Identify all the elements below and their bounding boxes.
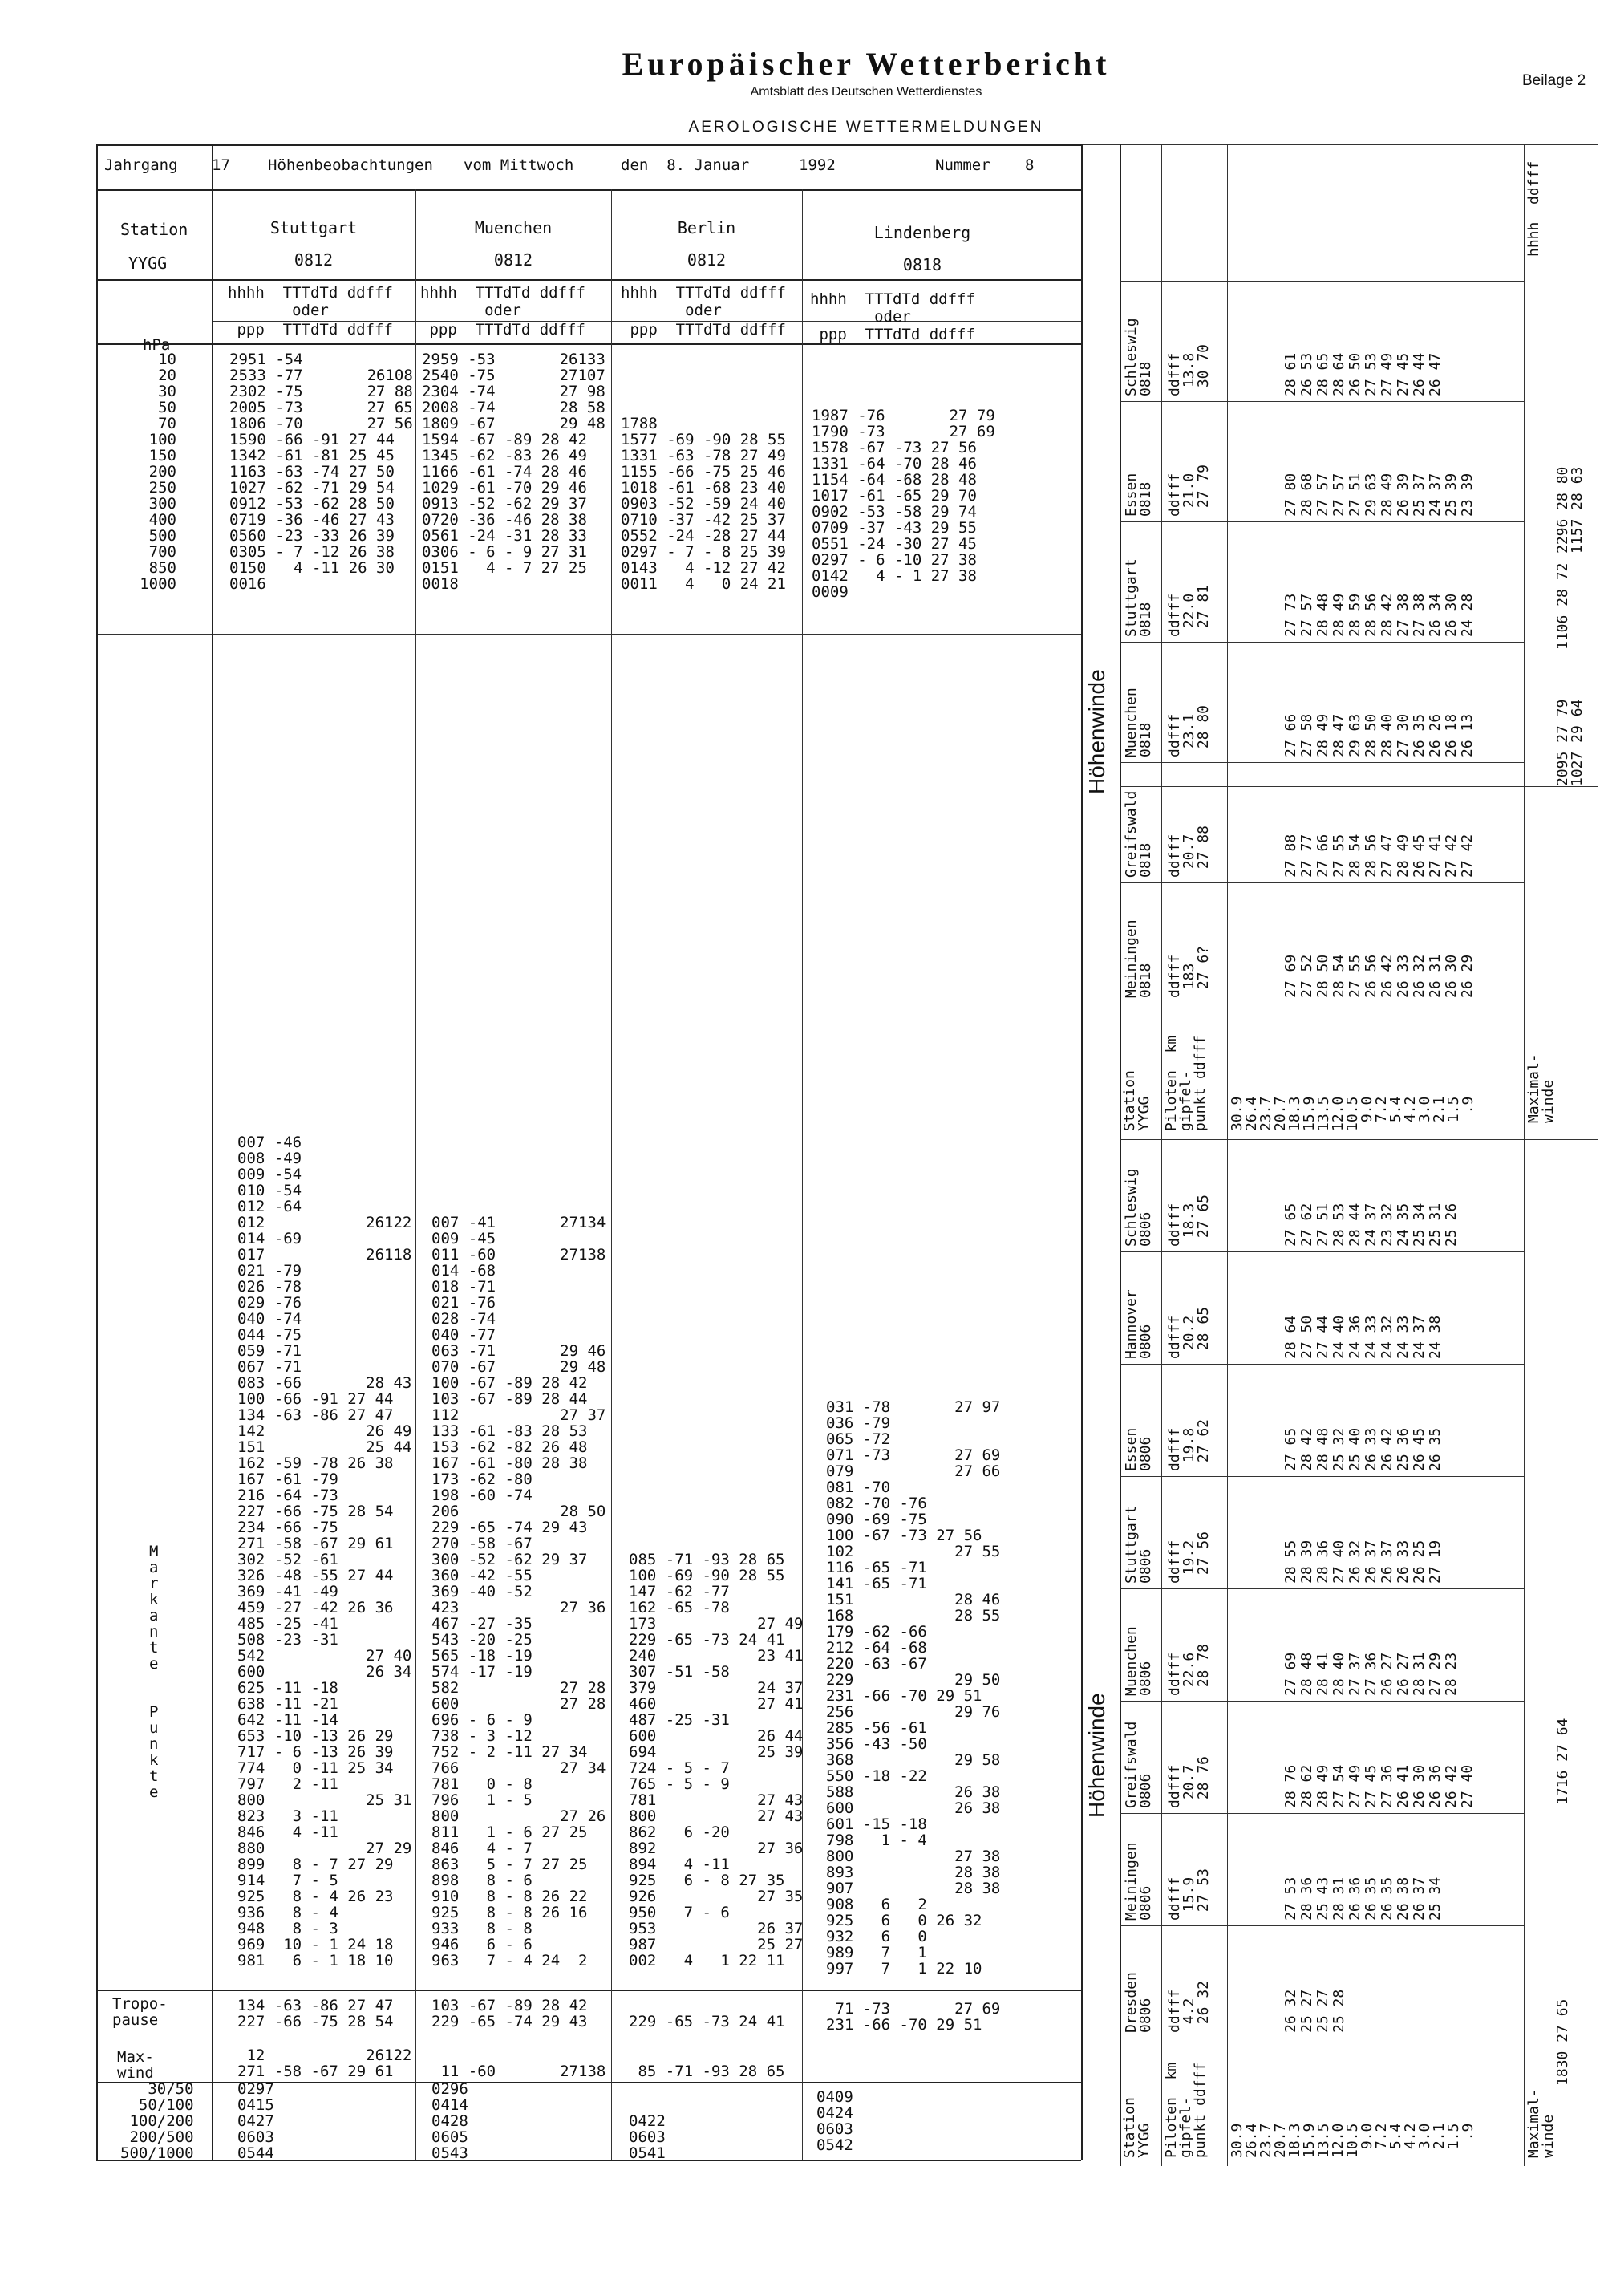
top-station-winds: 27 66 27 58 28 49 28 47 29 63 28 50 28 40 27 30 26 35 26 26 26 18 26 13	[1282, 713, 1476, 757]
supplement-label: Beilage 2	[1522, 72, 1586, 89]
bottom-station-ddfff: ddfff 20.7 28 76	[1166, 1755, 1212, 1808]
bottom-station-winds: 28 76 28 62 28 49 27 54 27 49 27 45 27 36 26 41 26 30 26 36 26 42 27 40	[1282, 1764, 1476, 1808]
station-name-berlin: Berlin	[677, 218, 736, 237]
top-station-name: Greifswald 0818	[1123, 790, 1154, 878]
maxwind-label: Max- wind	[117, 2048, 154, 2082]
bottom-station-name: Greifswald 0806	[1123, 1721, 1154, 1808]
shear-layers-label: 30/50 50/100 100/200 200/500 500/1000	[120, 2080, 194, 2162]
bottom-row-divider	[1120, 1251, 1524, 1252]
lindenberg-shear: 0409 0424 0603 0542	[816, 2088, 853, 2154]
top-station-name: Meiningen 0818	[1123, 919, 1154, 998]
bottom-piloten-km: 30.9 26.4 23.7 20.7 18.3 15.9 13.5 12.0 10.5 9.0 7.2 5.4 4.2 3.0 2.1 1.5 .9	[1229, 2123, 1476, 2158]
stuttgart-maxwind: 12 26122 271 -58 -67 29 61	[237, 2047, 412, 2080]
top-hhhh-label: hhhh ddfff	[1525, 160, 1542, 257]
top-station-ddfff: ddfff 13.8 30 70	[1166, 343, 1212, 396]
muenchen-tropopause: 103 -67 -89 28 42 229 -65 -74 29 43	[431, 1997, 588, 2030]
top-station-name: Essen 0818	[1123, 473, 1154, 517]
bottom-station-ddfff: ddfff 20.2 28 65	[1166, 1306, 1212, 1359]
bottom-station-name: Dresden 0806	[1123, 1972, 1154, 2033]
bottom-row-divider	[1120, 1364, 1524, 1365]
top-station-ddfff: ddfff 20.7 27 88	[1166, 825, 1212, 878]
berlin-standard-levels: 1788 1577 -69 -90 28 55 1331 -63 -78 27 49 1155 -66 -75 25 46 1018 -61 -68 23 40 0903 -52 -59 24 40 0710 -37 -42 25 37 0552 -24 -28 27 44 0297 - 7 - 8 25 39 0143 4 -12 27 42 0011 4 0 24 21	[621, 415, 786, 593]
top-row-divider	[1120, 521, 1524, 522]
bottom-maxwind-schleswig: 1830 27 65	[1554, 1998, 1571, 2086]
bottom-station-ddfff: ddfff 22.6 28 78	[1166, 1643, 1212, 1696]
bottom-piloten-label: Piloten km gipfel- punkt ddfff	[1163, 2062, 1209, 2158]
colhead-berlin-3: ppp TTTdTd ddfff	[621, 321, 786, 339]
hoehenwinde-label-bottom: Höhenwinde	[1084, 1693, 1109, 1818]
top-maxwind-stuttgart: 1106 28 72	[1554, 562, 1571, 650]
top-piloten-label: Piloten km gipfel- punkt ddfff	[1163, 1035, 1209, 1131]
bottom-row-divider	[1120, 1701, 1524, 1702]
colhead-muenchen-2: oder	[420, 302, 521, 319]
bottom-station-winds: 28 55 28 39 28 36 27 40 26 32 26 37 26 37 26 33 26 25 27 19	[1282, 1539, 1444, 1584]
muenchen-maxwind: 11 -60 27138	[440, 2063, 606, 2080]
muenchen-shear: 0296 0414 0428 0605 0543	[431, 2080, 468, 2162]
lindenberg-tropopause: 71 -73 27 69 231 -66 -70 29 51	[826, 2000, 1001, 2034]
stuttgart-tropopause: 134 -63 -86 27 47 227 -66 -75 28 54	[237, 1997, 394, 2030]
muenchen-significant-levels: 007 -41 27134 009 -45 011 -60 27138 014 -68 018 -71 021 -76 028 -74 040 -77 063 -71 29 46 070 -67 29 48 100 -67 -89 28 42 103 -67 -89 28 44 112 27 37 133 -61 -83 28 53 153 -62 -82 26 48 167 -61 -80 28 38 173 -62 -80 198 -60 -74 206 28 50 229 -65 -74 29 43 270 -58 -67 300 -52 -62 29 37 360 -42 -55 369 -40 -52 423 27 36 467 -27 -35 543 -20 -25 565 -18 -19 574 -17 -19 582 27 28 600 27 28 696 - 6 - 9 738 - 3 -12 752 - 2 -11 27 34 766 27 34 781 0 - 8 796 1 - 5 800 27 26 811 1 - 6 27 25 846 4 - 7 863 5 - 7 27 25 898 8 - 6 910 8 - 8 26 22 925 8 - 8 26 16 933 8 - 8 946 6 - 6 963 7 - 4 24 2	[431, 1214, 606, 1969]
top-station-winds: 27 80 28 68 27 57 27 57 27 51 29 63 28 49 26 39 25 37 24 37 25 39 23 39	[1282, 473, 1476, 517]
table-top-line	[96, 144, 1081, 146]
top-row-divider	[1120, 882, 1524, 883]
jahrgang-value: 17	[212, 156, 230, 174]
section-heading: AEROLOGISCHE WETTERMELDUNGEN	[688, 119, 1044, 136]
nummer-value: 8	[1025, 156, 1035, 174]
berlin-significant-levels: 085 -71 -93 28 65 100 -69 -90 28 55 147 -62 -77 162 -65 -78 173 27 49 229 -65 -73 24 41 240 23 41 307 -51 -58 379 24 37 460 27 41 487 -25 -31 600 26 44 694 25 39 724 - 5 - 7 765 - 5 - 9 781 27 43 800 27 43 862 6 -20 892 27 36 894 4 -11 925 6 - 8 27 35 926 27 35 950 7 - 6 953 26 37 987 25 27 002 4 1 22 11	[629, 1551, 804, 1969]
top-station-name: Stuttgart 0818	[1123, 558, 1154, 637]
report-date: den 8. Januar	[621, 156, 750, 174]
bottom-station-ddfff: ddfff 4.2 26 32	[1166, 1980, 1212, 2033]
bottom-station-name: Meiningen 0806	[1123, 1842, 1154, 1921]
table-left-line	[96, 144, 98, 2160]
colhead-muenchen-3: ppp TTTdTd ddfff	[420, 321, 585, 339]
station-time-lindenberg: 0818	[902, 255, 942, 274]
colhead-lindenberg-1: hhhh TTTdTd ddfff	[810, 290, 975, 308]
top-row-divider	[1120, 642, 1524, 643]
top-station-winds: 27 88 27 77 27 66 27 55 28 54 28 56 27 47 28 49 26 45 27 41 27 42 27 42	[1282, 834, 1476, 878]
colhead-stuttgart-1: hhhh TTTdTd ddfff	[228, 284, 393, 302]
top-station-name: Schleswig 0818	[1123, 318, 1154, 396]
bottom-station-winds: 26 32 25 27 25 27 25 28	[1282, 1989, 1347, 2033]
bottom-station-ddfff: ddfff 18.3 27 65	[1166, 1194, 1212, 1247]
colhead-berlin-1: hhhh TTTdTd ddfff	[621, 284, 786, 302]
hoehenwinde-label-top: Höhenwinde	[1084, 669, 1109, 794]
colhead-stuttgart-3: ppp TTTdTd ddfff	[228, 321, 393, 339]
berlin-tropopause: 229 -65 -73 24 41	[629, 2013, 785, 2030]
top-station-winds: 28 61 26 53 28 65 28 64 26 50 27 53 27 49 27 45 26 44 26 47	[1282, 352, 1444, 396]
bottom-station-winds: 27 65 27 62 27 51 28 53 28 44 24 37 23 32 24 35 25 34 25 31 25 26	[1282, 1203, 1460, 1247]
colhead-berlin-2: oder	[621, 302, 722, 319]
top-piloten-km: 30.9 26.4 23.7 20.7 18.3 15.9 13.5 12.0 10.5 9.0 7.2 5.4 4.2 3.0 2.1 1.5 .9	[1229, 1096, 1476, 1131]
bottom-station-ddfff: ddfff 19.8 27 62	[1166, 1418, 1212, 1471]
bottom-station-name: Stuttgart 0806	[1123, 1505, 1154, 1584]
top-station-winds: 27 73 27 57 28 48 28 49 28 59 28 56 28 42 27 38 27 38 26 34 26 30 24 28	[1282, 593, 1476, 637]
hpa-label: hPa	[143, 336, 171, 354]
colhead-lindenberg-2: oder	[810, 308, 911, 326]
yygg-label: YYGG	[128, 254, 168, 273]
observation-label: Höhenbeobachtungen	[268, 156, 433, 174]
jahrgang-label: Jahrgang	[104, 156, 178, 174]
top-maxwind-muenchen: 2296 28 80 1157 28 63	[1554, 466, 1586, 554]
top-row-divider	[1120, 762, 1524, 763]
stuttgart-standard-levels: 2951 -54 2533 -77 26108 2302 -75 27 88 2005 -73 27 65 1806 -70 27 56 1590 -66 -91 27 44 1342 -61 -81 25 45 1163 -63 -74 27 50 1027 -62 -71 29 54 0912 -53 -62 28 50 0719 -36 -46 27 43 0560 -23 -33 26 39 0305 - 7 -12 26 38 0150 4 -11 26 30 0016	[229, 351, 413, 593]
report-title: Europäischer Wetterbericht	[622, 46, 1111, 82]
bottom-station-winds: 28 64 27 50 27 44 24 40 24 36 24 33 24 32 24 33 24 37 24 38	[1282, 1315, 1444, 1359]
bottom-station-winds: 27 53 28 36 25 43 28 31 26 36 26 35 26 35 26 38 26 37 25 34	[1282, 1876, 1444, 1921]
top-station-winds: 27 69 27 52 28 50 28 54 27 55 26 56 26 42 26 33 26 32 26 31 26 30 26 29	[1282, 954, 1476, 998]
top-station-ddfff: ddfff 22.0 27 81	[1166, 584, 1212, 637]
markante-punkte-label: M a r k a n t e P u n k t e	[149, 1543, 159, 1801]
muenchen-standard-levels: 2959 -53 26133 2540 -75 27107 2304 -74 27 98 2008 -74 28 58 1809 -67 29 48 1594 -67 -89 28 42 1345 -62 -83 26 49 1166 -61 -74 28 46 1029 -61 -70 29 46 0913 -52 -62 29 37 0720 -36 -46 28 38 0561 -24 -31 28 33 0306 - 6 - 9 27 31 0151 4 - 7 27 25 0018	[422, 351, 606, 593]
bottom-maximal-winde-label: Maximal- winde	[1525, 2088, 1557, 2158]
report-year: 1992	[799, 156, 836, 174]
report-subtitle: Amtsblatt des Deutschen Wetterdienstes	[750, 85, 982, 99]
tropopause-label: Tropo- pause	[112, 1995, 168, 2029]
station-name-stuttgart: Stuttgart	[269, 218, 358, 237]
top-station-ddfff: ddfff 21.0 27 79	[1166, 464, 1212, 517]
top-station-ddfff: ddfff 23.1 28 80	[1166, 704, 1212, 757]
colhead-muenchen-1: hhhh TTTdTd ddfff	[420, 284, 585, 302]
station-time-berlin: 0812	[687, 250, 727, 270]
bottom-row-divider	[1120, 1476, 1524, 1477]
bottom-row-divider	[1120, 1588, 1524, 1589]
top-station-ddfff: ddfff 183 27 6?	[1166, 945, 1212, 998]
bottom-station-yygg-label: Station YYGG	[1121, 2097, 1152, 2158]
bottom-station-winds: 27 69 28 48 28 41 28 40 27 37 27 36 26 27 26 27 28 31 27 29 28 23	[1282, 1652, 1460, 1696]
berlin-shear: 0422 0603 0541	[629, 2112, 666, 2162]
lindenberg-significant-levels: 031 -78 27 97 036 -79 065 -72 071 -73 27 69 079 27 66 081 -70 082 -70 -76 090 -69 -75 100 -67 -73 27 56 102 27 55 116 -65 -71 141 -65 -71 151 28 46 168 28 55 179 -62 -66 212 -64 -68 220 -63 -67 229 29 50 231 -66 -70 29 51 256 29 76 285 -56 -61 356 -43 -50 368 29 58 550 -18 -22 588 26 38 600 26 38 601 -15 -18 798 1 - 4 800 27 38 893 28 38 907 28 38 908 6 2 925 6 0 26 32 932 6 0 989 7 1 997 7 1 22 10	[826, 1398, 1001, 1978]
bottom-station-name: Essen 0806	[1123, 1427, 1154, 1471]
station-name-lindenberg: Lindenberg	[873, 223, 971, 242]
bottom-station-winds: 27 65 28 42 28 48 25 32 25 40 26 33 26 42 25 36 26 45 26 35	[1282, 1427, 1444, 1471]
colhead-lindenberg-3: ppp TTTdTd ddfff	[810, 326, 975, 343]
nummer-label: Nummer	[935, 156, 990, 174]
berlin-maxwind: 85 -71 -93 28 65	[638, 2063, 785, 2080]
bottom-station-ddfff: ddfff 15.9 27 53	[1166, 1868, 1212, 1921]
bottom-row-divider	[1120, 1139, 1524, 1140]
bottom-row-divider	[1120, 1925, 1524, 1926]
bottom-station-name: Schleswig 0806	[1123, 1168, 1154, 1247]
top-maxwind-essen: 2095 27 79 1027 29 64	[1554, 699, 1586, 786]
bottom-maxwind-essen: 1716 27 64	[1554, 1718, 1571, 1805]
top-row-divider	[1120, 281, 1524, 282]
hpa-levels: 10 20 30 50 70 100 150 200 250 300 400 500 700 850 1000	[140, 351, 176, 593]
station-label: Station	[120, 220, 188, 239]
top-row-divider	[1120, 401, 1524, 402]
colhead-stuttgart-2: oder	[228, 302, 329, 319]
stuttgart-significant-levels: 007 -46 008 -49 009 -54 010 -54 012 -64 012 26122 014 -69 017 26118 021 -79 026 -78 029 -76 040 -74 044 -75 059 -71 067 -71 083 -66 28 43 100 -66 -91 27 44 134 -63 -86 27 47 142 26 49 151 25 44 162 -59 -78 26 38 167 -61 -79 216 -64 -73 227 -66 -75 28 54 234 -66 -75 271 -58 -67 29 61 302 -52 -61 326 -48 -55 27 44 369 -41 -49 459 -27 -42 26 36 485 -25 -41 508 -23 -31 542 27 40 600 26 34 625 -11 -18 638 -11 -21 642 -11 -14 653 -10 -13 26 29 717 - 6 -13 26 39 774 0 -11 25 34 797 2 -11 800 25 31 823 3 -11 846 4 -11 880 27 29 899 8 - 7 27 29 914 7 - 5 925 8 - 4 26 23 936 8 - 4 948 8 - 3 969 10 - 1 24 18 981 6 - 1 18 10	[237, 1134, 412, 1969]
weekday: vom Mittwoch	[464, 156, 574, 174]
station-name-muenchen: Muenchen	[474, 218, 553, 237]
bottom-station-ddfff: ddfff 19.2 27 56	[1166, 1531, 1212, 1584]
bottom-row-divider	[1120, 1813, 1524, 1814]
top-maximal-winde-label: Maximal- winde	[1525, 1053, 1557, 1123]
station-time-muenchen: 0812	[493, 250, 533, 270]
top-station-yygg-label: Station YYGG	[1121, 1070, 1152, 1131]
bottom-station-name: Hannover 0806	[1123, 1289, 1154, 1359]
stuttgart-shear: 0297 0415 0427 0603 0544	[237, 2080, 274, 2162]
station-time-stuttgart: 0812	[294, 250, 334, 270]
lindenberg-standard-levels: 1987 -76 27 79 1790 -73 27 69 1578 -67 -73 27 56 1331 -64 -70 28 46 1154 -64 -68 28 48 1017 -61 -65 29 70 0902 -53 -58 29 74 0709 -37 -43 29 55 0551 -24 -30 27 45 0297 - 6 -10 27 38 0142 4 - 1 27 38 0009	[812, 407, 995, 601]
top-station-name: Muenchen 0818	[1123, 688, 1154, 757]
bottom-station-name: Muenchen 0806	[1123, 1626, 1154, 1696]
